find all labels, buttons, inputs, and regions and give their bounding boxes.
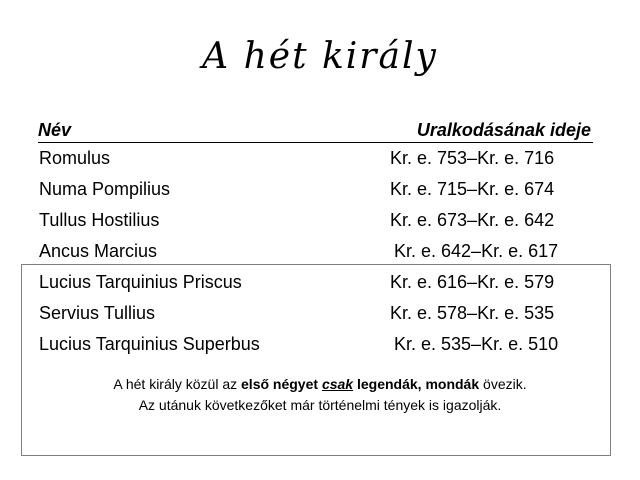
king-name: Lucius Tarquinius Superbus bbox=[39, 334, 260, 354]
king-name: Tullus Hostilius bbox=[39, 210, 160, 230]
king-name: Servius Tullius bbox=[39, 303, 156, 323]
note-text-plain: A hét király közül az bbox=[113, 376, 242, 392]
note-text bbox=[0, 374, 640, 416]
table-row bbox=[0, 330, 640, 358]
note-line-1 bbox=[0, 374, 640, 395]
slide-title: A hét király bbox=[202, 36, 438, 77]
table-row bbox=[0, 144, 640, 172]
note-emphasis-first-four: első négyet bbox=[241, 376, 319, 392]
reign-period: Kr. e. 673–Kr. e. 642 bbox=[390, 210, 555, 230]
table-row bbox=[0, 299, 640, 327]
king-name: Numa Pompilius bbox=[39, 179, 171, 199]
king-name: Ancus Marcius bbox=[39, 241, 158, 261]
note-text-plain-end: övezik. bbox=[479, 376, 527, 392]
table-row bbox=[0, 237, 640, 265]
table-row bbox=[0, 206, 640, 234]
table-row bbox=[0, 175, 640, 203]
reign-period: Kr. e. 578–Kr. e. 535 bbox=[390, 303, 555, 323]
note-emphasis-only: csak bbox=[321, 376, 354, 392]
reign-period: Kr. e. 753–Kr. e. 716 bbox=[390, 148, 555, 168]
column-header-name: Név bbox=[38, 120, 72, 140]
reign-period: Kr. e. 616–Kr. e. 579 bbox=[390, 272, 555, 292]
king-name: Lucius Tarquinius Priscus bbox=[39, 272, 242, 292]
king-name: Romulus bbox=[39, 148, 111, 168]
table-header bbox=[38, 118, 593, 143]
reign-period: Kr. e. 535–Kr. e. 510 bbox=[394, 334, 559, 354]
column-header-reign: Uralkodásának ideje bbox=[416, 120, 591, 140]
reign-period: Kr. e. 642–Kr. e. 617 bbox=[394, 241, 559, 261]
note-emphasis-legends: legendák, mondák bbox=[353, 376, 480, 392]
note-line-2: Az utánuk következőket már történelmi tények is igazolják. bbox=[138, 397, 502, 413]
reign-period: Kr. e. 715–Kr. e. 674 bbox=[390, 179, 555, 199]
table-row bbox=[0, 268, 640, 296]
